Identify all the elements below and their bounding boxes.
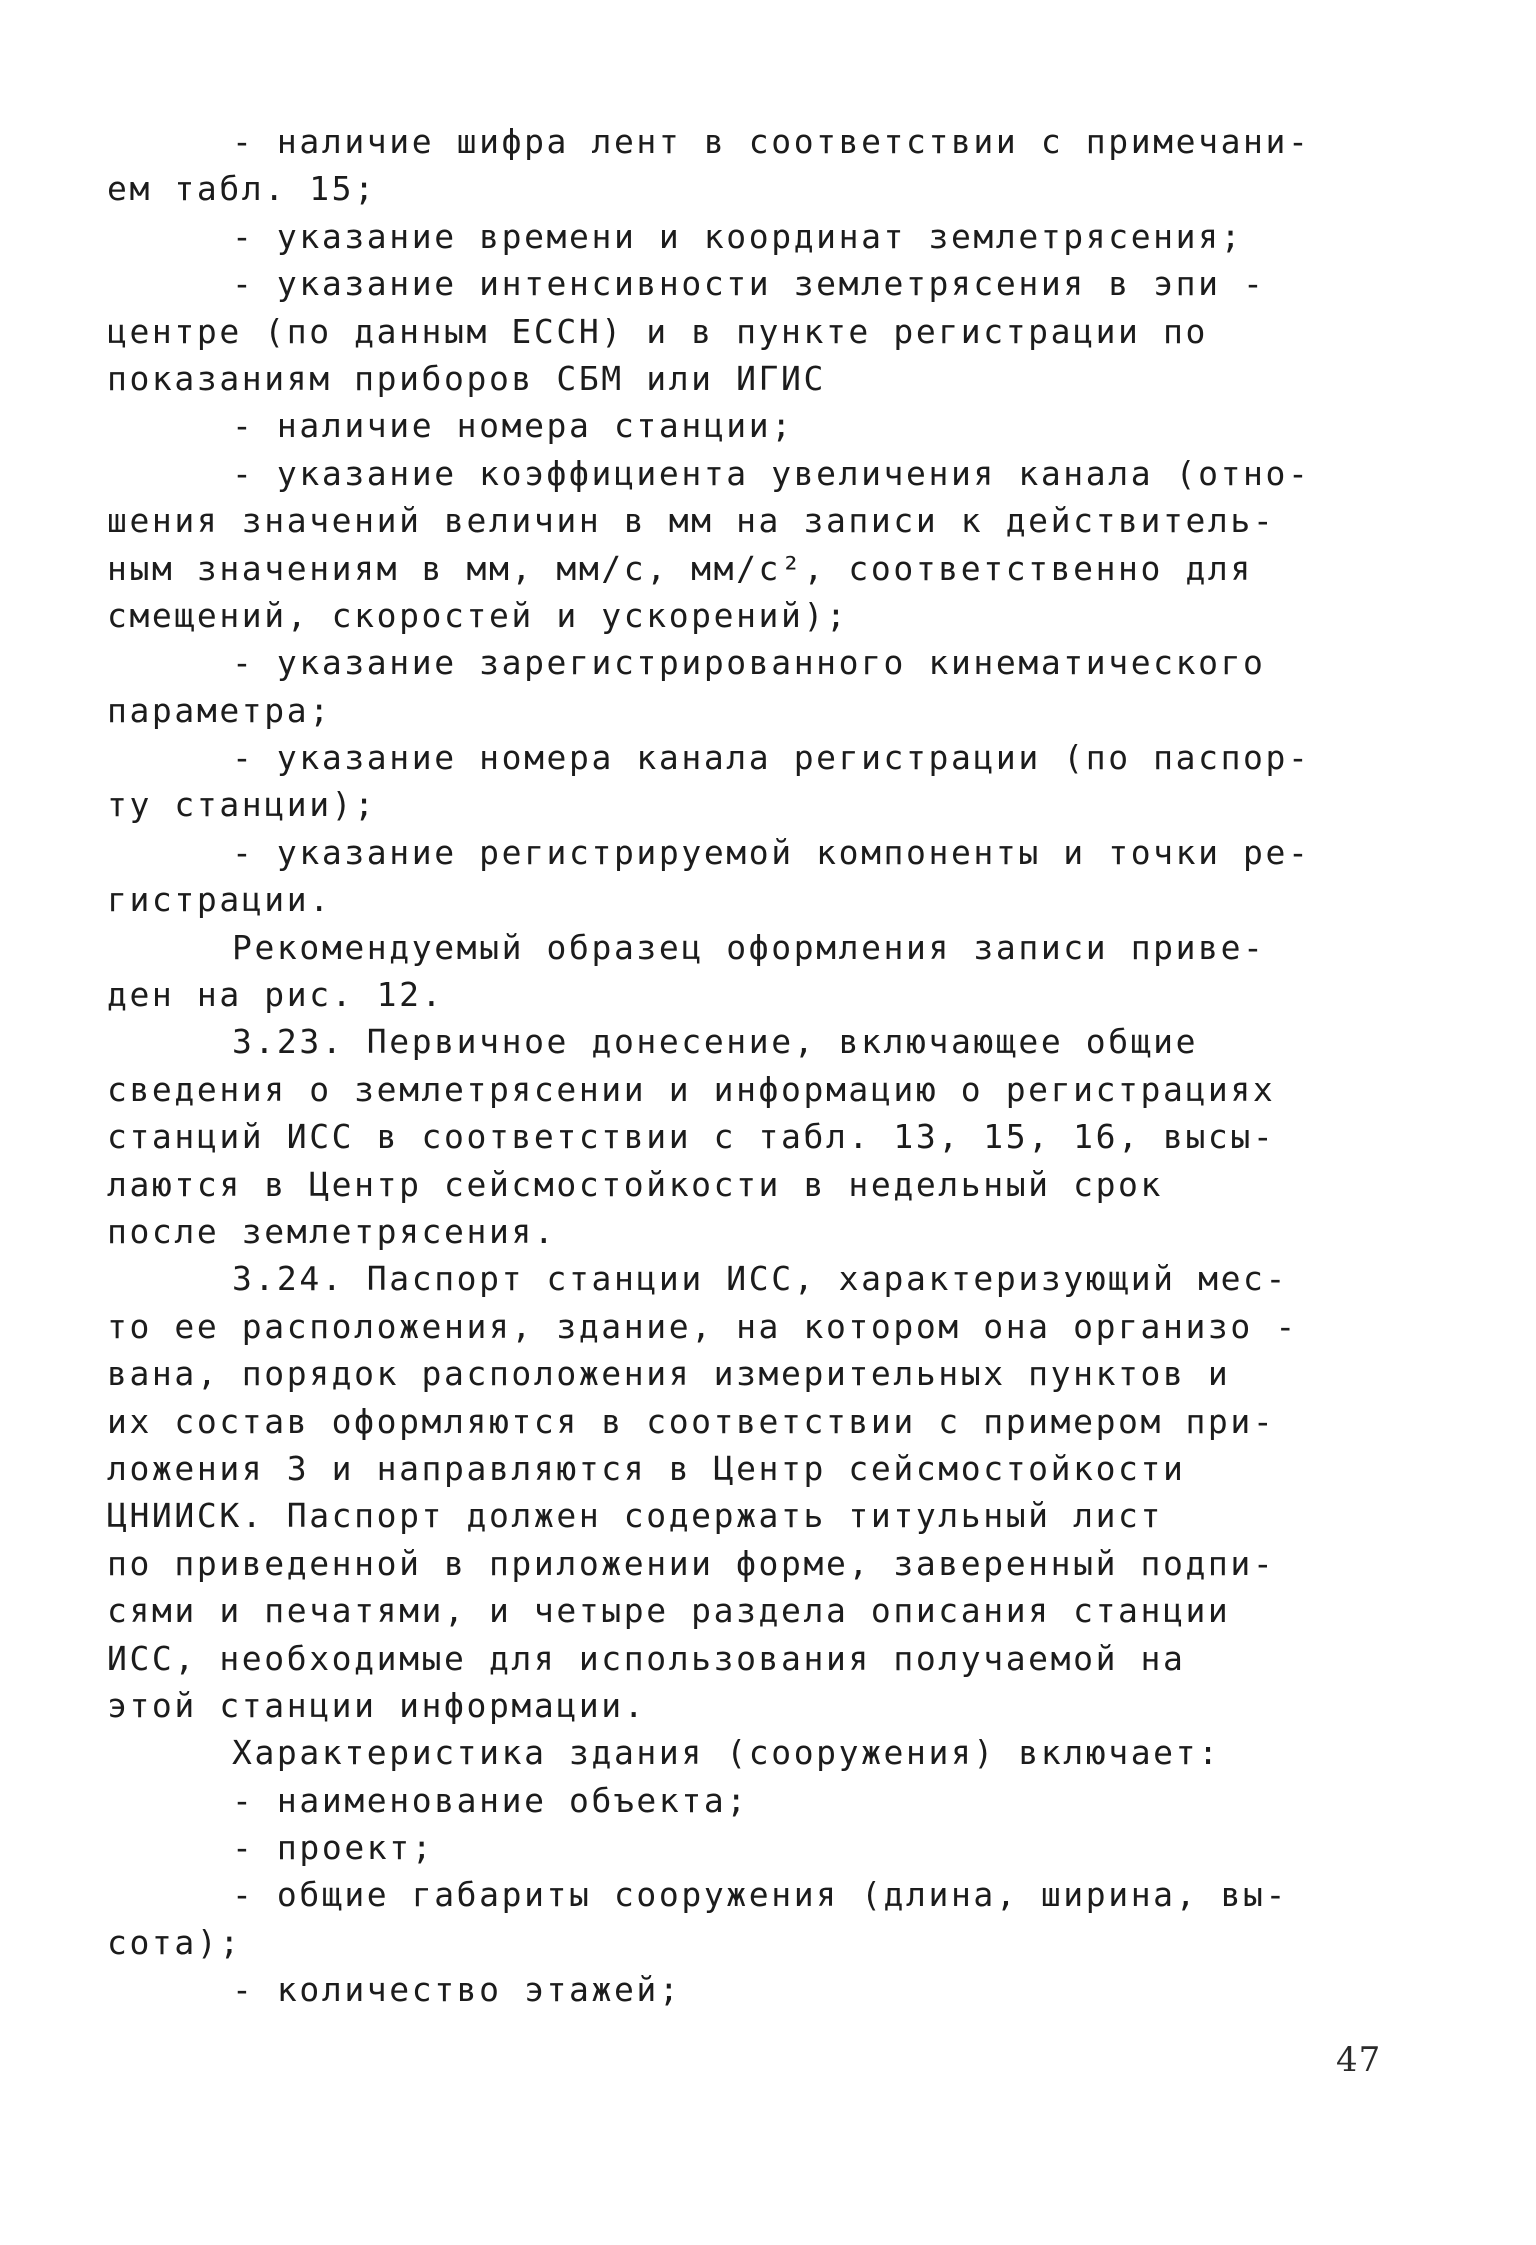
text-line: то ее расположения, здание, на котором она организо -: [107, 1306, 1298, 1346]
text-line: показаниям приборов СБМ или ИГИС: [107, 358, 826, 398]
text-line: - указание зарегистрированного кинематического: [232, 643, 1266, 683]
text-line: ИСС, необходимые для использования получаемой на: [107, 1638, 1186, 1678]
text-line: сведения о землетрясении и информацию о регистрациях: [107, 1069, 1276, 1109]
text-line: Характеристика здания (сооружения) включает:: [232, 1733, 1221, 1773]
text-line: смещений, скоростей и ускорений);: [107, 595, 849, 635]
text-line: ложения 3 и направляются в Центр сейсмостойкости: [107, 1448, 1186, 1488]
text-line: лаются в Центр сейсмостойкости в недельный срок: [107, 1164, 1163, 1204]
text-line: Рекомендуемый образец оформления записи приве-: [232, 927, 1266, 967]
body-text: [107, 118, 1397, 2014]
text-line: - указание регистрируемой компоненты и точки ре-: [232, 832, 1311, 872]
text-line: шения значений величин в мм на записи к действитель-: [107, 501, 1276, 541]
text-line: сота);: [107, 1922, 242, 1962]
text-line: - указание интенсивности землетрясения в эпи -: [232, 264, 1266, 304]
text-line: станций ИСС в соответствии с табл. 13, 15, 16, высы-: [107, 1117, 1276, 1157]
text-line: вана, порядок расположения измерительных пунктов и: [107, 1354, 1231, 1394]
text-line: - наличие шифра лент в соответствии с примечани-: [232, 122, 1311, 161]
text-line: - количество этажей;: [232, 1970, 682, 2010]
text-line: ЦНИИСК. Паспорт должен содержать титульный лист: [107, 1496, 1163, 1536]
text-line: - наименование объекта;: [232, 1780, 749, 1820]
text-line: - указание коэффициента увеличения канала (отно-: [232, 453, 1311, 493]
text-line: после землетрясения.: [107, 1211, 557, 1251]
text-line: - наличие номера станции;: [232, 406, 794, 446]
text-line: - указание времени и координат землетрясения;: [232, 216, 1244, 256]
text-line: их состав оформляются в соответствии с примером при-: [107, 1401, 1276, 1441]
text-line: ту станции);: [107, 785, 377, 825]
text-line: ден на рис. 12.: [107, 975, 445, 1015]
text-line: параметра;: [107, 690, 332, 730]
text-line: сями и печатями, и четыре раздела описания станции: [107, 1591, 1231, 1631]
text-line: центре (по данным ЕССН) и в пункте регистрации по: [107, 311, 1208, 351]
text-line: 3.23. Первичное донесение, включающее общие: [232, 1022, 1199, 1062]
text-line: - указание номера канала регистрации (по паспор-: [232, 738, 1311, 778]
text-line: - общие габариты сооружения (длина, ширина, вы-: [232, 1875, 1288, 1915]
text-line: ным значениям в мм, мм/с, мм/с², соответственно для: [107, 548, 1253, 588]
text-line: ем табл. 15;: [107, 169, 377, 209]
text-line: - проект;: [232, 1828, 435, 1868]
text-line: 3.24. Паспорт станции ИСС, характеризующий мес-: [232, 1259, 1288, 1299]
text-line: по приведенной в приложении форме, заверенный подпи-: [107, 1543, 1276, 1583]
text-line: гистрации.: [107, 880, 332, 920]
text-line: этой станции информации.: [107, 1685, 647, 1725]
page-number: 47: [1336, 2040, 1382, 2080]
